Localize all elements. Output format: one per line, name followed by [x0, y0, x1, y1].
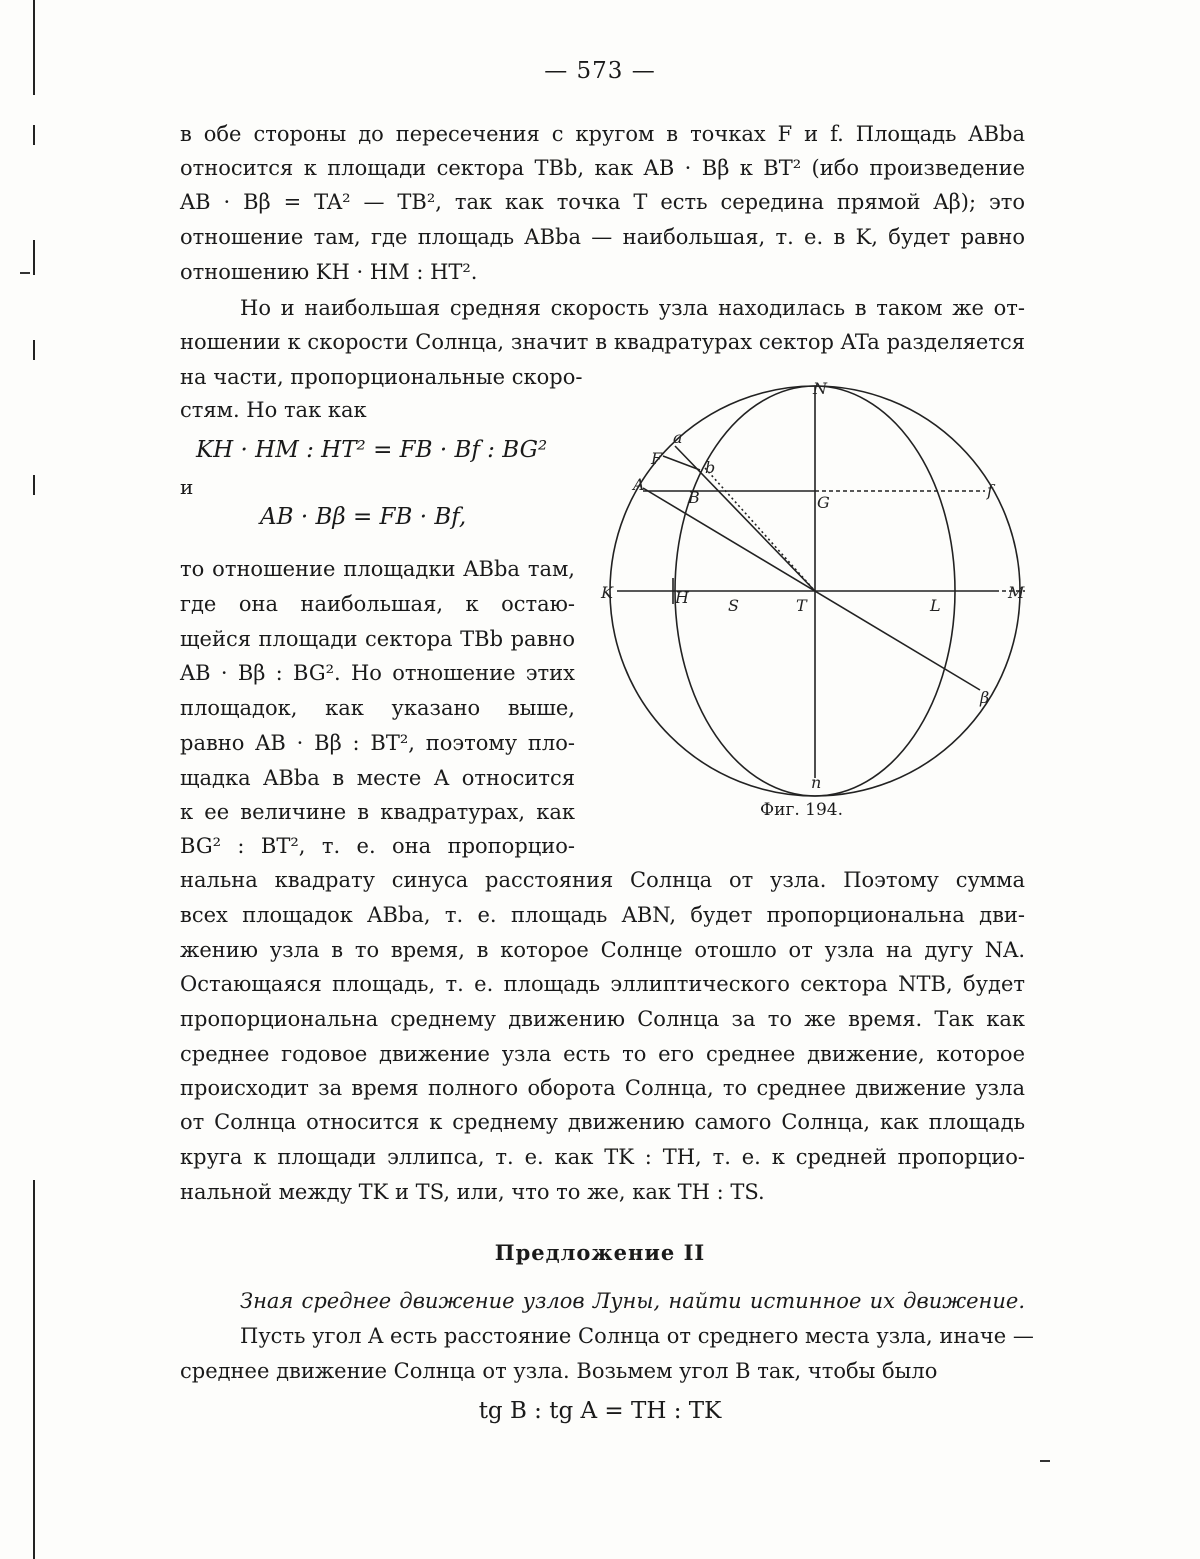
figure-label-A: A: [633, 475, 645, 494]
figure-label-H: H: [675, 588, 689, 607]
text-line: круга к площади эллипса, т. е. как TK : TH, т. е. к средней пропорцио-: [180, 1145, 1025, 1169]
formula: KH · HM : HT² = FB · Bf : BG²: [196, 437, 548, 463]
figure-label-N: N: [813, 379, 827, 398]
text-line: относится к площади сектора TBb, как AB · Bβ к BT² (ибо произведение: [180, 156, 1025, 180]
formula: tg B : tg A = TH : TK: [478, 1398, 722, 1424]
figure-label-M: M: [1008, 583, 1025, 602]
scan-margin-line: [33, 125, 35, 145]
figure-label-n: n: [811, 773, 822, 792]
text-line: площадок, как указано выше,: [180, 696, 575, 720]
text-line: Остающаяся площадь, т. е. площадь эллиптического сектора NTB, будет: [180, 972, 1025, 996]
text-line: BG² : BT², т. е. она пропорцио-: [180, 834, 575, 858]
text-line: отношению KH · HM : HT².: [180, 260, 478, 284]
conjunction: и: [180, 475, 194, 499]
text-line: ношении к скорости Солнца, значит в квадратурах сектор ATa разделяется: [180, 330, 1025, 354]
scan-margin-line: [33, 475, 35, 495]
text-line: стям. Но так как: [180, 398, 367, 422]
text-line: жению узла в то время, в которое Солнце отошло от узла на дугу NA.: [180, 938, 1025, 962]
figure-label-G: G: [817, 493, 830, 512]
figure-label-a: a: [673, 428, 683, 447]
text-line: то отношение площадки ABba там,: [180, 557, 575, 581]
figure-label-f: f: [987, 481, 993, 500]
scan-margin-line: [33, 1180, 35, 1559]
figure-label-F: F: [651, 449, 663, 468]
proposition-statement: Зная среднее движение узлов Луны, найти истинное их движение.: [240, 1289, 1025, 1313]
text-line: Но и наибольшая средняя скорость узла находилась в таком же от-: [240, 296, 1025, 320]
text-line: нальна квадрату синуса расстояния Солнца от узла. Поэтому сумма: [180, 868, 1025, 892]
text-line: на части, пропорциональные скоро-: [180, 365, 583, 389]
figure-line-A-beta: [643, 488, 980, 690]
page-number: — 573 —: [544, 58, 656, 84]
text-line: щейся площади сектора TBb равно: [180, 627, 575, 651]
text-line: где она наибольшая, к остаю-: [180, 592, 575, 616]
text-line: среднее годовое движение узла есть то его среднее движение, которое: [180, 1042, 1025, 1066]
figure-label-b: b: [705, 458, 716, 477]
text-line: в обе стороны до пересечения с кругом в точках F и f. Площадь ABba: [180, 122, 1025, 146]
figure-line-ab: [663, 456, 700, 470]
text-line: к ее величине в квадратурах, как: [180, 800, 575, 824]
proposition-heading: Предложение II: [494, 1240, 706, 1265]
text-line: AB · Bβ = TA² — TB², так как точка T есть середина прямой Aβ); это: [180, 190, 1025, 214]
scan-margin-tick: [1040, 1460, 1050, 1462]
figure-label-B: B: [688, 488, 700, 507]
figure-line-b-T: [705, 468, 815, 591]
text-line: от Солнца относится к среднему движению самого Солнца, как площадь: [180, 1110, 1025, 1134]
formula: AB · Bβ = FB · Bf,: [260, 504, 467, 530]
figure-caption: Фиг. 194.: [760, 800, 844, 820]
text-line: отношение там, где площадь ABba — наибольшая, т. е. в K, будет равно: [180, 225, 1025, 249]
figure-label-S: S: [728, 596, 739, 615]
text-line: равно AB · Bβ : BT², поэтому пло-: [180, 731, 575, 755]
scan-margin-line: [33, 340, 35, 360]
text-line: пропорциональна среднему движению Солнца за то же время. Так как: [180, 1007, 1025, 1031]
text-line: нальной между TK и TS, или, что то же, как TH : TS.: [180, 1180, 765, 1204]
figure-label-T: T: [796, 596, 807, 615]
text-line: Пусть угол A есть расстояние Солнца от среднего места узла, иначе —: [240, 1324, 1034, 1348]
text-line: щадка ABba в месте A относится: [180, 766, 575, 790]
scan-margin-tick: [20, 272, 30, 274]
figure-194: [595, 378, 1035, 818]
text-line: AB · Bβ : BG². Но отношение этих: [180, 661, 575, 685]
text-line: среднее движение Солнца от узла. Возьмем угол B так, чтобы было: [180, 1359, 938, 1383]
scan-margin-line: [33, 240, 35, 275]
figure-label-L: L: [930, 596, 941, 615]
figure-label-beta: β: [980, 688, 990, 707]
figure-label-K: K: [601, 583, 613, 602]
text-line: всех площадок ABba, т. е. площадь ABN, будет пропорциональна дви-: [180, 903, 1025, 927]
text-line: происходит за время полного оборота Солнца, то среднее движение узла: [180, 1076, 1025, 1100]
